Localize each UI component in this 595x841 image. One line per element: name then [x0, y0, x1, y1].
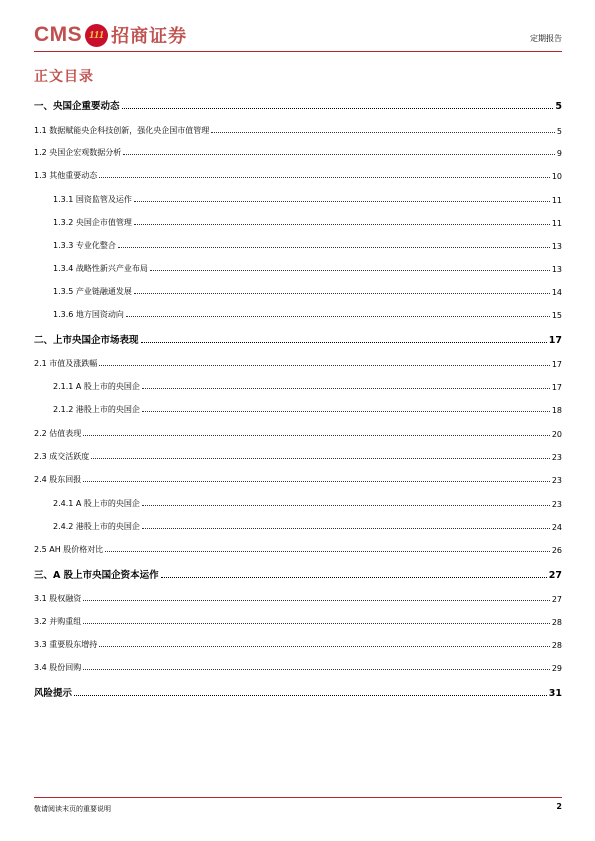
dot-leader — [122, 108, 554, 109]
toc-entry[interactable] — [34, 567, 562, 581]
toc-entry[interactable] — [34, 98, 562, 112]
toc-entry-page: 26 — [551, 546, 562, 555]
toc-entry[interactable] — [34, 448, 562, 462]
toc-entry-label: 2.5 AH 股价格对比 — [34, 545, 104, 554]
toc-title: 正文目录 — [34, 69, 94, 85]
toc-entry-label: 二、上市央国企市场表现 — [34, 335, 139, 346]
page-number: 2 — [556, 802, 562, 811]
logo-chinese-text: 招商证券 — [111, 26, 188, 47]
dot-leader — [118, 247, 550, 248]
toc-entry-label: 1.3.3 专业化整合 — [53, 241, 116, 250]
toc-entry-label: 1.3 其他重要动态 — [34, 171, 98, 180]
toc-entry[interactable] — [34, 191, 562, 205]
toc-entry-label: 2.1.2 港股上市的央国企 — [53, 405, 140, 414]
dot-leader — [134, 224, 550, 225]
toc-entry-page: 17 — [551, 383, 562, 392]
toc-entry[interactable] — [34, 332, 562, 346]
toc-entry-label: 1.3.6 地方国资动向 — [53, 310, 124, 319]
toc-entry-page: 11 — [551, 219, 562, 228]
dot-leader — [134, 293, 550, 294]
footer-disclaimer: 敬请阅读末页的重要说明 — [34, 805, 111, 813]
dot-leader — [83, 669, 550, 670]
toc-entry[interactable] — [34, 590, 562, 604]
toc-entry-label: 2.3 成交活跃度 — [34, 452, 90, 461]
dot-leader — [99, 365, 550, 366]
toc-entry[interactable] — [34, 541, 562, 555]
toc-entry-label: 风险提示 — [34, 688, 73, 699]
toc-entry[interactable] — [34, 685, 562, 699]
toc-entry[interactable] — [34, 636, 562, 650]
toc-entry-page: 9 — [556, 149, 562, 158]
toc-entry-label: 2.2 估值表现 — [34, 429, 82, 438]
toc-entry-label: 一、央国企重要动态 — [34, 101, 120, 112]
toc-entry-page: 23 — [551, 476, 562, 485]
toc-entry-page: 27 — [548, 570, 562, 581]
toc-entry-page: 15 — [551, 311, 562, 320]
toc-entry[interactable] — [34, 237, 562, 251]
dot-leader — [150, 270, 550, 271]
toc-entry-label: 1.1 数据赋能央企科技创新，强化央企国市值管理 — [34, 126, 210, 135]
toc-entry-label: 3.3 重要股东增持 — [34, 640, 98, 649]
toc-entry-label: 2.4.1 A 股上市的央国企 — [53, 499, 140, 508]
toc-entry-label: 2.1 市值及涨跌幅 — [34, 359, 98, 368]
toc-entry-label: 1.2 央国企宏观数据分析 — [34, 148, 122, 157]
toc-entry[interactable] — [34, 378, 562, 392]
toc-entry-page: 10 — [551, 172, 562, 181]
dot-leader — [91, 458, 550, 459]
toc-entry-page: 17 — [548, 335, 562, 346]
dot-leader — [105, 551, 550, 552]
toc-entry-page: 23 — [551, 453, 562, 462]
dot-leader — [83, 435, 550, 436]
logo-seal-icon: 111 — [85, 24, 108, 47]
toc-entry-page: 5 — [555, 101, 562, 112]
dot-leader — [142, 505, 550, 506]
toc-entry[interactable] — [34, 306, 562, 320]
toc-entry[interactable] — [34, 495, 562, 509]
toc-entry[interactable] — [34, 214, 562, 228]
dot-leader — [211, 132, 555, 133]
dot-leader — [83, 623, 550, 624]
toc-entry-page: 11 — [551, 196, 562, 205]
toc-entry-page: 14 — [551, 288, 562, 297]
dot-leader — [123, 154, 555, 155]
toc-entry-page: 20 — [551, 430, 562, 439]
company-logo — [34, 20, 187, 50]
toc-entry-page: 13 — [551, 265, 562, 274]
toc-entry-page: 28 — [551, 618, 562, 627]
dot-leader — [142, 528, 550, 529]
toc-entry-page: 17 — [551, 360, 562, 369]
toc-entry-label: 三、A 股上市央国企资本运作 — [34, 570, 159, 581]
dot-leader — [99, 177, 550, 178]
toc-entry-label: 1.3.4 战略性新兴产业布局 — [53, 264, 148, 273]
toc-entry[interactable] — [34, 471, 562, 485]
toc-entry-label: 1.3.2 央国企市值管理 — [53, 218, 132, 227]
toc-entry-label: 2.4 股东回报 — [34, 475, 82, 484]
toc-entry[interactable] — [34, 144, 562, 158]
dot-leader — [99, 646, 550, 647]
toc-entry[interactable] — [34, 425, 562, 439]
toc-entry-label: 3.1 股权融资 — [34, 594, 82, 603]
toc-entry-page: 24 — [551, 523, 562, 532]
toc-entry[interactable] — [34, 260, 562, 274]
toc-entry-page: 31 — [548, 688, 562, 699]
toc-entry[interactable] — [34, 613, 562, 627]
toc-entry[interactable] — [34, 518, 562, 532]
dot-leader — [74, 695, 547, 696]
toc-entry-page: 29 — [551, 664, 562, 673]
dot-leader — [142, 388, 550, 389]
logo-latin-text: CMS — [34, 23, 83, 46]
toc-entry[interactable] — [34, 283, 562, 297]
toc-entry[interactable] — [34, 355, 562, 369]
dot-leader — [83, 600, 550, 601]
dot-leader — [142, 411, 550, 412]
toc-entry[interactable] — [34, 122, 562, 136]
toc-entry-page: 27 — [551, 595, 562, 604]
page-header — [34, 20, 562, 50]
toc-entry-page: 28 — [551, 641, 562, 650]
toc-entry-label: 3.2 并购重组 — [34, 617, 82, 626]
dot-leader — [134, 201, 550, 202]
dot-leader — [161, 577, 547, 578]
footer-divider — [34, 797, 562, 798]
toc-entry-label: 1.3.5 产业链融通发展 — [53, 287, 132, 296]
toc-entry[interactable] — [34, 167, 562, 181]
dot-leader — [141, 342, 547, 343]
toc-entry-page: 18 — [551, 406, 562, 415]
toc-entry-label: 2.1.1 A 股上市的央国企 — [53, 382, 140, 391]
toc-entry-page: 23 — [551, 500, 562, 509]
toc-entry-label: 1.3.1 国资监管及运作 — [53, 195, 132, 204]
header-divider — [34, 51, 562, 52]
dot-leader — [83, 481, 550, 482]
toc-entry-page: 5 — [556, 127, 562, 136]
toc-entry[interactable] — [34, 401, 562, 415]
toc-entry-page: 13 — [551, 242, 562, 251]
toc-entry-label: 3.4 股份回购 — [34, 663, 82, 672]
toc-entry-label: 2.4.2 港股上市的央国企 — [53, 522, 140, 531]
toc-entry[interactable] — [34, 659, 562, 673]
dot-leader — [126, 316, 550, 317]
document-type: 定期报告 — [530, 34, 562, 43]
